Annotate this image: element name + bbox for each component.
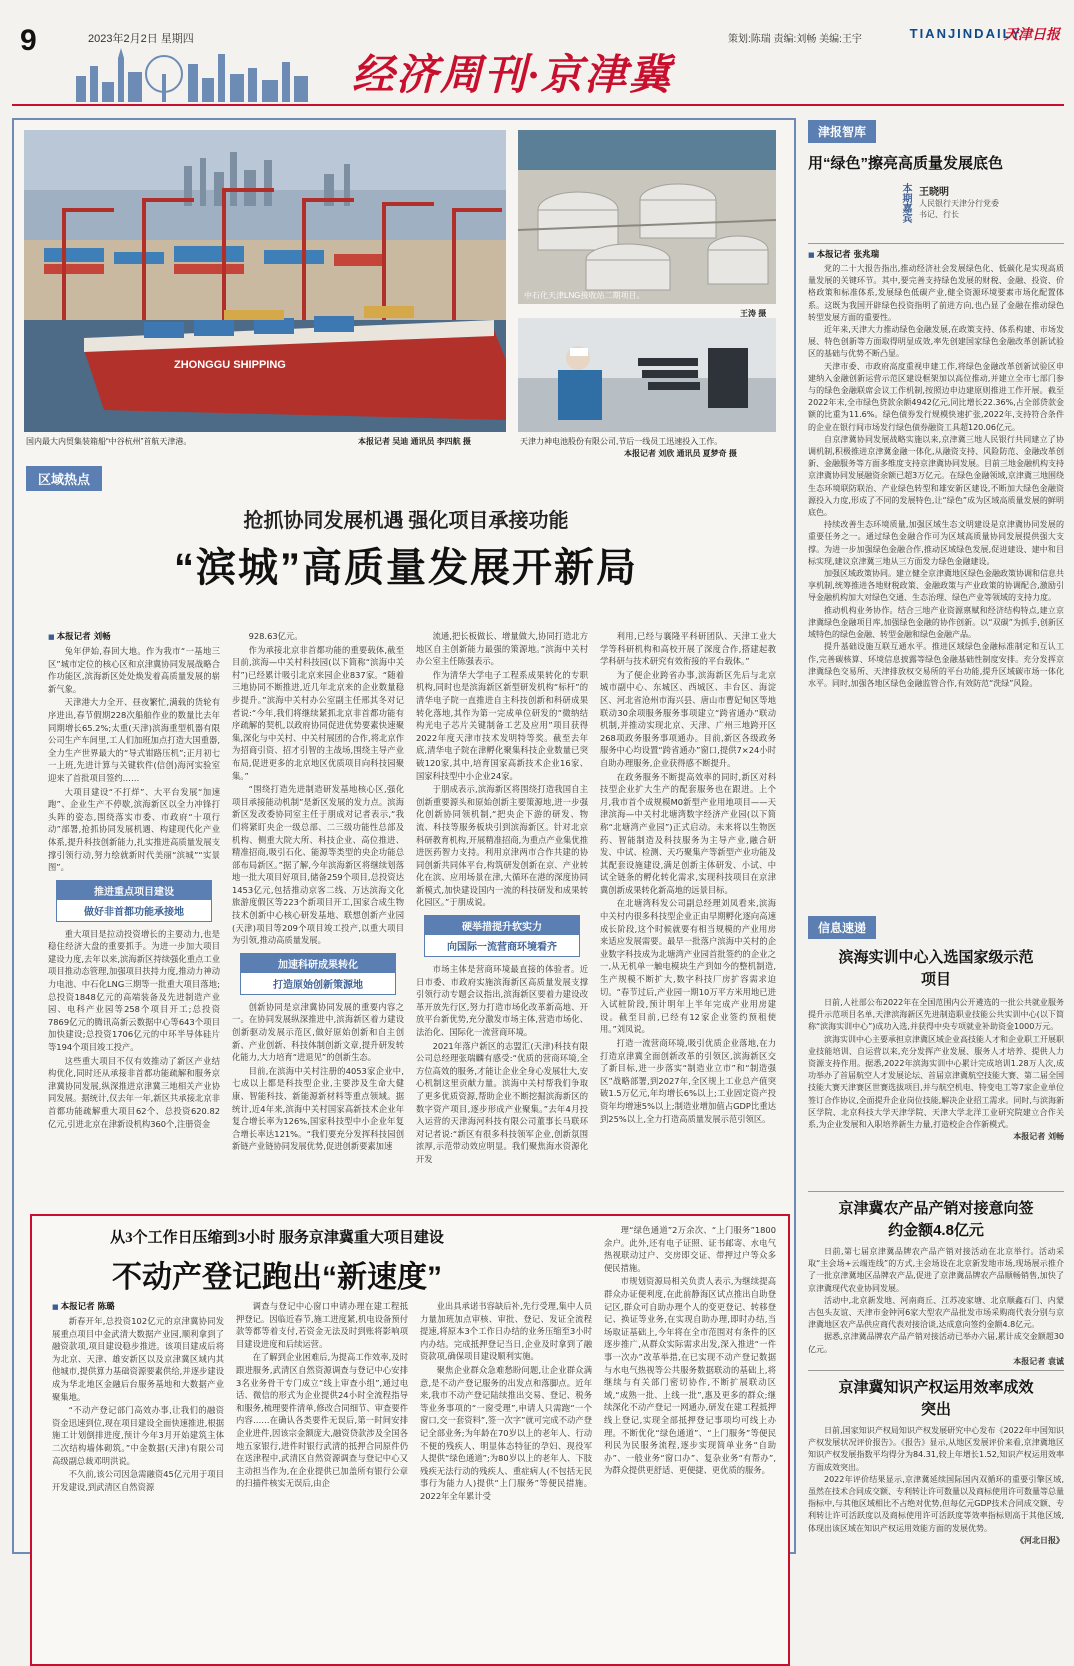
- page-number: 9: [20, 24, 37, 57]
- paragraph: “不动产登记部门高效办事,让我们的融资资金迅速到位,现在项目建设全面快速推进,根据施工计划倒排进度,预计今年3月开始建筑主体二次结构墙体砌筑。”中金数据(天津)有限公司高级副总裁邓明洪说。: [52, 1405, 224, 1466]
- paragraph: 近年来,天津大力推动绿色金融发展,在政策支持、体系构建、市场发展、特色创新等方面取得明显成效,率先创建国家绿色金融改革创新试验区的基础与优势不断凸显。: [808, 325, 1064, 359]
- guest-title: 人民银行天津分行党委书记、行长: [919, 199, 999, 219]
- ship-name: ZHONGGU SHIPPING: [174, 359, 286, 371]
- property-col-3: [420, 1300, 592, 1662]
- lng-photo-credit: 王涛 摄: [740, 309, 767, 318]
- box-heading-title: 硬举措提升软实力: [425, 916, 579, 935]
- news1-title: 滨海实训中心入选国家级示范项目: [838, 949, 1034, 988]
- paragraph: 天津港大力全开、昼夜繁忙,满载的货轮有序进出,春节假期228次船舶作业的数量比去年同期增长65.2%;太重(天津)滨海重型机器有限公司生产车间里,工人们加班加点打造大国重器,全力生产世界最大的“导式钳路压机”;正月初七一上班,先进计算与关键软件(信创)海河实验室迎来了首批项目签约……: [48, 697, 220, 783]
- main-col-3: [416, 630, 588, 1210]
- lng-photo: [518, 130, 776, 304]
- main-section: [12, 118, 796, 1554]
- think-tank-tag: 津报智库: [808, 120, 876, 143]
- think-tank-title: 用“绿色”擦亮高质量发展底色: [808, 155, 1004, 172]
- paragraph: 大项目建设“不打烊”、大平台发展“加速跑”、企业生产不停歇,滨海新区以全力冲锋打头阵的姿态,围绕落实市委、市政府“十项行动”部署,抢抓协同发展机遇、构建现代化产业体系,提升科技创新能力,扎实推进高质量发展支撑引领行动,努力绘就新时代美丽“滨城”“实景图”。: [48, 786, 220, 873]
- box-heading-title: 推进重点项目建设: [57, 881, 211, 900]
- think-tank-body: [808, 248, 1064, 908]
- paragraph: 在北塘湾科发公司副总经理刘凤看来,滨海中关村内很多科技型企业正由早期孵化逐向高速成长阶段,这个时候就要有相当规模的产业用房来适应发展需要。最早一批落户滨海中关村的企业数字科技成为北塘湾产业园首批签约的企业之一,从无机单一触电模块生产到如今的整机制造,生产规模不断扩大,数字科技厂房扩容需求迫切。“春节过后,产业园一期10万平方米用地已进入试桩阶段,预计明年上半年完成产业用房建设。截至目前,已经有12家企业签约预租使用。”刘凤说。: [600, 898, 776, 1035]
- editor-credits: 策划:陈瑞 责编:刘畅 美编:王宇: [728, 34, 862, 45]
- battery-photo-caption: 天津力神电池股份有限公司,节后一线员工迅速投入工作。: [520, 437, 723, 446]
- main-col-1: [48, 630, 220, 1210]
- paragraph: 推动机构业务协作。结合三地产业资源禀赋和经济结构特点,建立京津冀绿色金融项目库,加强绿色金融的协作创新。以“双碳”为抓手,创新区域特色的绿色金融、转型金融和绿色金融产品。: [808, 605, 1064, 640]
- main-col-4: [600, 630, 776, 1210]
- paragraph: 不久前,该公司因急需融资45亿元用于项目开发建设,到武清区自然资源: [52, 1469, 224, 1492]
- property-subhead: 从3个工作日压缩到3小时 服务京津冀重大项目建设: [110, 1230, 444, 1246]
- paragraph: 打造一流营商环境,吸引优质企业落地,在力打造京津冀全面创新改革的引领区,滨海新区交了新目标,进一步落实“制造业立市”和“制造强区”战略部署,到2027年,全区规上工业总产值突破1.5万亿元,年均增长6%以上;工业固定资产投资年均增速5%以上;制造业增加值占GDP比重达到25%以上,全力打造高质量发展示范引领区。: [600, 1038, 776, 1124]
- main-byline: ■ 本报记者 刘畅: [48, 630, 220, 642]
- paragraph: 加强区域政策协同。建立健全京津冀地区绿色金融政策协调和信息共享机制,统筹推进各地财税政策、金融政策与产业政策的协调配合,激励引导金融机构加大对绿色交通、生态治理、绿色产业等领域的支持力度。: [808, 569, 1064, 603]
- paragraph: 滨海实训中心主要承担京津冀区域企业高技能人才和企业职工开展职业技能培训、自运营以来,充分发挥产业发展、服务人才培养、提供人力资源支持作用。据悉,2022年滨海实训中心累计完成培训1.28万人次,成功举办了首届航空人才发展论坛、首届京津冀航空技能大赛、第二届全国技能大赛天津赛区世赛选拔项目,并与航空机电、特变电工等7家企业单位签订合作协议,全面提升企业岗位技能,解决企业招工需求。同时,与滨海新区学院、北京科技大学天津学院、天津大学北洋工业研究院建立合作关系,为企业发展和入职培养新生力量,打造校企合作新模式。: [808, 1034, 1064, 1130]
- box-heading-3: [424, 915, 580, 957]
- box-heading-sub: 打造原始创新策源地: [273, 979, 363, 991]
- paragraph: 活动中,北京新发地、河南商丘、江苏凌家塘、北京顺鑫石门、内蒙古包头友谊、天津市金钟河6家大型农产品批发市场采购商代表分别与京津冀地区农产品供应商代表对接洽谈,达成意向签约金额4.8亿元。: [808, 1295, 1064, 1330]
- paragraph: 2022年评价结果显示,京津冀延续国际国内双循环的重要引擎区域,虽然在技术合同成交额、专利转让许可数量以及商标使用许可数量等总量指标中,与其他区域相比不占绝对优势,但每亿元GDP技术合同成交额、专利转让许可活跃度以及商标使用许可活跃度等效率指标则高于其他区域,体现出该区域在知识产权运用效能方面的发展优势。: [808, 1474, 1064, 1533]
- guest-card: [898, 183, 1064, 239]
- paragraph: 日前,第七届京津冀品牌农产品产销对接活动在北京举行。活动采取“主会场+云端连线”的方式,主会场设在北京新发地市场,现场展示推介了一批京津冀地区品牌农产品,促进了京津冀品牌农产品顺畅销售,加快了京津冀现代农业协同发展。: [808, 1247, 1064, 1293]
- paragraph: 新春开年,总投资102亿元的京津冀协同发展重点项目中金武清大数据产业园,顺利拿到了融资款项,项目建设稳步推进。该项目建成后将为北京、天津、雄安新区以及京津冀区域内其他城市,提供算力基础资源要素供给,并逐步建设成为华北地区金融后台服务基地和大数据产业聚集地。: [52, 1316, 224, 1402]
- news1-byline: 本报记者 刘畅: [1013, 1132, 1064, 1142]
- news2-body: [808, 1246, 1064, 1366]
- brand-cn: 天津日报: [1004, 28, 1060, 43]
- masthead: [12, 10, 1064, 106]
- paragraph: 2021年落户新区的志盟汇(天津)科技有限公司总经理张瑞麟有感受:“优质的营商环境,全方位高效的服务,才能让企业全身心发展壮大,安心机制这里贡献力量。滨海中关村帮我们争取了更多优质资源,帮助企业不断挖掘滨海新区的数字资产项目,逐步形成产业聚集。”去年4月投入运营的天津海河科技有限公司董事长马联环对记者说:“新区有很多科技领军企业,创新氛围浓厚,示范带动效应明显。我们聚焦海水资源化开发: [416, 1040, 588, 1164]
- property-byline: ■ 本报记者 陈璐: [52, 1300, 224, 1312]
- paragraph: 提升基础设施互联互通水平。推进区域绿色金融标准制定和互认工作,完善碳核算、环境信息披露等绿色金融基础性制度安排。充分发挥京津冀绿色交易所、天津排放权交易所的平台功能,提升区域碳市场一体化水平。同时,加强各地区绿色金融监管合作,有效防范“洗绿”风险。: [808, 642, 1064, 688]
- port-photo: [24, 130, 506, 432]
- section-tag-regional: 区域热点: [26, 466, 102, 491]
- paragraph: 聚焦企业群众急难愁盼问题,让企业群众满意,是不动产登记服务的出发点和落脚点。近年来,我市不动产登记陆续推出交易、登记、税务等业务事项的“一窗受理”,申请人只需跑“一个窗口,交一套资料”,签一次字”就可完成不动产登记全部业务;为年龄在70岁以上的老年人、行动不便的残疾人、明显体态特征的孕妇、现役军人提供“绿色通道”;为80岁以上的老年人、下肢残疾无法行动的残疾人、重症病人(不包括无民事行为能力人)提供“上门服务”等便民措施。2022年全年累计受: [420, 1364, 592, 1501]
- paragraph: 理“绿色通道”2万余次、“上门服务”1800余户。此外,还有电子证照、证书邮寄、水电气热视联动过户、交房即交证、带押过户等众多便民措施。: [604, 1225, 776, 1273]
- paragraph: 重大项目是拉动投资增长的主要动力,也是稳住经济大盘的重要抓手。为进一步加大项目建设力度,去年以来,滨海新区持续强化重点工业项目推动态管理,加强项目扶持力度,推动力神动力电池、中石化LNG三期等一批重大项目落地;总投资1848亿元的高端装备及先进制造产业园、电科产业园等258个项目开工;总投资7869亿元的腾讯高新云数据中心等643个项目加快建设;总投资1706亿元的中环半导体硅片等194个项目竣工投产。: [48, 928, 220, 1053]
- property-headline: 不动产登记跑出“新速度”: [112, 1261, 442, 1294]
- news3-title: 京津冀知识产权运用效率成效突出: [838, 1379, 1034, 1418]
- sidebar: [808, 118, 1064, 1554]
- guest-label: 本期嘉宾: [900, 183, 911, 223]
- section-title: 经济周刊·京津冀: [352, 53, 673, 99]
- skyline-illustration: [72, 46, 312, 102]
- paragraph: 流通,把长板做长、增量做大,协同打造北方地区自主创新能力最强的策源地。”滨海中关村办公室主任陈强表示。: [416, 631, 588, 667]
- paragraph: 在了解到企业困难后,为提高工作效率,及时跟进服务,武清区自然资源调查与登记中心安排3名业务骨干专门成立“线上审查小组”,通过电话、微信的形式为企业提供24小时全流程指导和服务,梳理要件清单,修改合同细节、审查要件内容……在确认各类要件无误后,第一时间安排企业进件,因该宗金额庞大,融资贷款涉及全国各地五家银行,进件时银行武清的抵押合同原件仍在送津程中,武清区自然资源调查与登记中心又主动担当作为,在企业提供已加盖所有银行公章的扫描件核实无误后,由企: [236, 1352, 408, 1489]
- battery-photo-credit: 本报记者 刘欣 通讯员 夏梦奇 摄: [624, 449, 737, 458]
- paragraph: “围绕打造先进制造研发基地核心区,强化项目承接能动机制”是新区发展的发力点。滨海新区发改委协同室主任于朋成对记者表示,“我们将紧盯央企一级总部、二三级功能性总部及机构、侧重大院大所、科技企业、高位推进、精准招商,吸引石化、能源等类型的央企功能总部布局新区。”据了解,今年滨海新区将继续划落地一批大项目好项目,储备259个项目,总投资达1453亿元,包括推动京客二线、万达滨海文化旅游度假区等223个新项目开工,国家合成生物技术创新中心核心研发基地、联想创新产业园(天津)项目等209个项目竣工投产,以重大项目为引领,推动高质量发展。: [232, 784, 404, 946]
- box-heading-1: [56, 880, 212, 922]
- paragraph: 为了便企业跨省办事,滨海新区先后与北京城市副中心、东城区、西城区、丰台区、海淀区、河北省沧州市海兴县、唐山市曹妃甸区等地联动30余项服务服务事项建立“跨省通办”联动机制,并推动实现北京、天津、广州三地跨开区268项政务服务事项通办。目前,新区各级政务服务中心均设置“跨省通办”窗口,提供7×24小时自助办理服务,企业获得感不断提升。: [600, 669, 776, 768]
- port-photo-credit: 本报记者 吴迪 通讯员 李四航 摄: [358, 437, 471, 446]
- paragraph: 业出具承诺书容缺后补,先行受理,集中人员力量加班加点审核、审批、登记、发证全流程提速,将原本3个工作日办结的业务压缩至3小时内办结。完成抵押登记当日,企业及时拿到了融资款项,确保项目建设顺利实施。: [420, 1301, 592, 1362]
- paragraph: 兔年伊始,春回大地。作为我市“一基地三区”城市定位的核心区和京津冀协同发展战略合作功能区,滨海新区处处焕发着高质量发展的崭新气象。: [48, 646, 220, 694]
- news3-source: 《河北日报》: [1016, 1535, 1064, 1545]
- property-story: [30, 1214, 790, 1666]
- paragraph: 调查与登记中心窗口申请办理在建工程抵押登记。因临近春节,施工进度紧,机电设备预付款等都等着支付,若资金无法及时到账将影响项目建设进度和后续运营。: [236, 1301, 408, 1349]
- news-tag: 信息速递: [808, 916, 876, 939]
- guest-name: 王晓明: [919, 187, 949, 198]
- issue-date: 2023年2月2日 星期四: [88, 33, 194, 45]
- paragraph: 持续改善生态环境质量,加强区域生态文明建设是京津冀协同发展的重要任务之一。通过绿色金融合作可为区域高质量协同发展提供强大支撑。为进一步加强绿色金融合作,推动区域绿色发展,促进建设、建中和目标实现,建议京津冀三地从三方面发力绿色金融建设。: [808, 520, 1064, 566]
- battery-photo: [518, 318, 776, 432]
- box-heading-title: 加速科研成果转化: [241, 954, 395, 973]
- paragraph: 党的二十大报告指出,推动经济社会发展绿色化、低碳化是实现高质量发展的关键环节。其中,要完善支持绿色发展的财税、金融、投资、价格政策和标准体系,发展绿色低碳产业,健全资源环境要素市场化配置体系。这既为我国开辟绿色投资指明了前进方向,也凸显了金融在推动绿色转型发展方面的重要性。: [808, 264, 1064, 322]
- paragraph: 利用,已经与襄隆平科研团队、天津工业大学等科研机构和高校开展了深度合作,搭建起教学科研与技术研究有效衔接的平台载体。”: [600, 631, 776, 667]
- paragraph: 目前,在滨海中关村注册的4053家企业中,七成以上都是科技型企业,主要涉及生命大健康、智能科技、新能源新材料等重点领域。据统计,近4年来,滨海中关村国家高新技术企业年复合增长率为126%,国家科技型中小企业年复合增长率达121%。“我们要充分发挥科技园创新链产业链协同发展优势,促进创新要素加速: [232, 1065, 404, 1152]
- paragraph: 日前,人社部公布2022年在全国范围内公开遴选的一批公共就业服务提升示范项目名单,天津滨海新区先进制造职业技能公共实训中心(以下简称“滨海实训中心”)成功入选,并获得中央专项就业补助资金1000万元。: [808, 998, 1064, 1032]
- news1-body: [808, 997, 1064, 1187]
- box-heading-2: [240, 953, 396, 995]
- paragraph: 这些重大项目不仅有效推动了新区产业结构优化,同时还从承接非首都功能疏解和服务京津冀协同发展,纵深推进京津冀三地相关产业协同发展。据统计,仅去年一年,新区共承接北京非首都功能疏解重大项目62个、总投资620.82亿元,引进北京在津新设机构360个,注册资金: [48, 1055, 220, 1129]
- port-photo-caption: 国内最大内贸集装箱船“中谷杭州”首航天津港。: [26, 437, 192, 446]
- property-col-4: [604, 1224, 776, 1662]
- paragraph: 928.63亿元。: [248, 631, 303, 641]
- property-col-2: [236, 1300, 408, 1662]
- main-headline: “滨城”高质量发展开新局: [174, 546, 638, 590]
- news2-byline: 本报记者 袁诚: [1013, 1356, 1064, 1366]
- paragraph: 作为承接北京非首都功能的重要载体,截至目前,滨海—中关村科技园(以下简称“滨海中关村”)已经累计吸引北京来园企业837家。“随着三地协同不断推进,近几年北京来的企业数量稳步提升。”滨海中关村办公室副主任邢其冬对记者说:“今年,我们将继续紧抓北京非首都功能有序疏解的契机,以政府协同促进优势要素快速聚集,深化与中关村、中关村展团的合作,将北京作为招商引资、招才引智的主战场,围绕主导产业布局,促进更多的北京地区优质项目向科技园聚集。”: [232, 644, 404, 781]
- news3-body: [808, 1425, 1064, 1545]
- brand-en: TIANJINDAILY: [909, 26, 1022, 41]
- lng-photo-caption: 中石化天津LNG接收站二期项目。: [524, 291, 645, 300]
- paragraph: 市场主体是营商环境最直接的体验者。近日市委、市政府实施滨海新区高质量发展支撑引领行动专题会议指出,滨海新区要着力建设改革开放先行区,努力打造市场化改革新高地、开放平台新优势,充分激发市场主体,营造市场化、法治化、国际化一流营商环境。: [416, 964, 588, 1038]
- paragraph: 自京津冀协同发展战略实施以来,京津冀三地人民银行共同建立了协调机制,积极推进京津冀金融一体化,从融资支持、风险防范、金融改革创新、金融服务等方面多维度支持京津冀协同发展。目前三地金融机构支持京津冀协同发展融资余额已超3万亿元。在绿色金融领域,京津冀三地围绕生态环境联防联治、产业绿色转型和雄安新区建设,不断加大绿色金融资源投入力度,形成了不同的发展特色,让“绿色”成为区域高质量发展的鲜明底色。: [808, 434, 1064, 518]
- news2-title: 京津冀农产品产销对接意向签约金额4.8亿元: [838, 1200, 1034, 1239]
- main-subhead: 抢抓协同发展机遇 强化项目承接功能: [243, 510, 569, 532]
- paragraph: 日前,国家知识产权局知识产权发展研究中心发布《2022年中国知识产权发展状况评价报告》。《报告》显示,从地区发展评价来看,京津冀地区知识产权发展指数平均得分为84.31,较上年增长1.52,知识产权运用效率方面成效突出。: [808, 1426, 1064, 1472]
- box-heading-sub: 向国际一流营商环境看齐: [447, 942, 557, 954]
- main-col-2: [232, 630, 404, 1210]
- property-col-1: [52, 1300, 224, 1662]
- paragraph: 据悉,京津冀品牌农产品产销对接活动已举办六届,累计成交金额超30亿元。: [808, 1332, 1064, 1354]
- paragraph: 作为清华大学电子工程系成果转化的专职机构,同时也是滨海新区新型研发机构“标杆”的清华电子院一直推进自主科技创新和科研成果转化落地,其作为第一完成单位研发的“微纳结构光电子芯片关键制备工艺及应用”项目获得2022年度天津市技术发明特等奖。截至去年底,清华电子院在津孵化聚集科技企业数量已突破120家,其中,培育国家高新技术企业16家、国家科技型中小企业24家。: [416, 669, 588, 781]
- paragraph: 市规划资源局相关负责人表示,为继续提高群众办证便利度,在此前静海区试点推出自助登记区,群众可自助办理个人的变更登记、转移登记、换证等业务,在实现自助办理,即时办结,当场取证基础上,今年将在全市范围对有条件的区逐步推广,从群众实际需求出发,深入推进“一件事一次办”改革举措,在已实现不动产登记数据与水电气热视等公共服务数据联动的基础上,将继续与有关部门密切协作,不断扩展联动区域,“成熟一批、上线一批”,惠及更多的群众;继续深化不动产登记一网通办,研发在建工程抵押线上登记,实现全部抵押登记事项均可线上办理。不断优化“绿色通道”、“上门服务”等便民利民为民服务流程,逐步实现简单业务“自助办”、一般业务“窗口办”、复杂业务“有帮办”,为群众提供更舒适、更便捷、更优质的服务。: [604, 1276, 776, 1476]
- paragraph: 于朋成表示,滨海新区将围绕打造我国自主创新重要源头和原始创新主要策源地,进一步强化创新协同领机制,“把央企下游的研发、物流、科技等服务板块引到滨海新区。针对北京科研教育机构,开展精准招商,为重点产业集优推进医药智力支持。利用京津两市合作共建的协同创新共同体平台,构筑研发创新在京、产业转化在滨、应用场景在津,大循环在港的深度协同新模式,加快建设国内一流的科技研发和成果转化园区。”于朋成说。: [416, 784, 588, 908]
- paragraph: 在政务服务不断提高效率的同时,新区对科技型企业扩大生产的配套服务也在跟进。上个月,我市首个成规模M0新型产业用地项目——天津滨海—中关村北塘湾数字经济产业园(以下简称“北塘湾产业园”)正式启动。未来将以生物医药、智能制造及科技服务为主导产业,融合研发、中试、检测、天巧聚集产等新型产业功能及其配套设施建设,满足创新主体研发、小试、中试全链条的孵化转化需求,实现科技项目在京津冀创新成果转化新高地的远景目标。: [600, 771, 776, 895]
- think-byline: ■ 本报记者 张兆瑞: [808, 248, 1064, 260]
- paragraph: 天津市委、市政府高度重视申建工作,将绿色金融改革创新试验区申建纳入金融创新运营示范区建设框架加以高位推动,并建立全市七部门参与的绿色金融联席会议工作机制,按照边申边建原则推进工作开展。截至2022年末,全市绿色贷款余额4942亿元,同比增长22.36%,占全部贷款金额的比重为11.6%。绿色债券发行规模快速扩张,2022年,支持符合条件的企业在银行间市场发行绿色债券融资工具超120.06亿元。: [808, 361, 1064, 432]
- paragraph: 创新协同是京津冀协同发展的重要内容之一。在协同发展纵深推进中,滨海新区着力建设创新驱动发展示范区,做好原始创新和自主创新、产业创新、科技体制创新文章,提升研发转化能力,大力培育“进退见”的创新生态。: [232, 1001, 404, 1063]
- box-heading-sub: 做好非首都功能承接地: [84, 906, 184, 918]
